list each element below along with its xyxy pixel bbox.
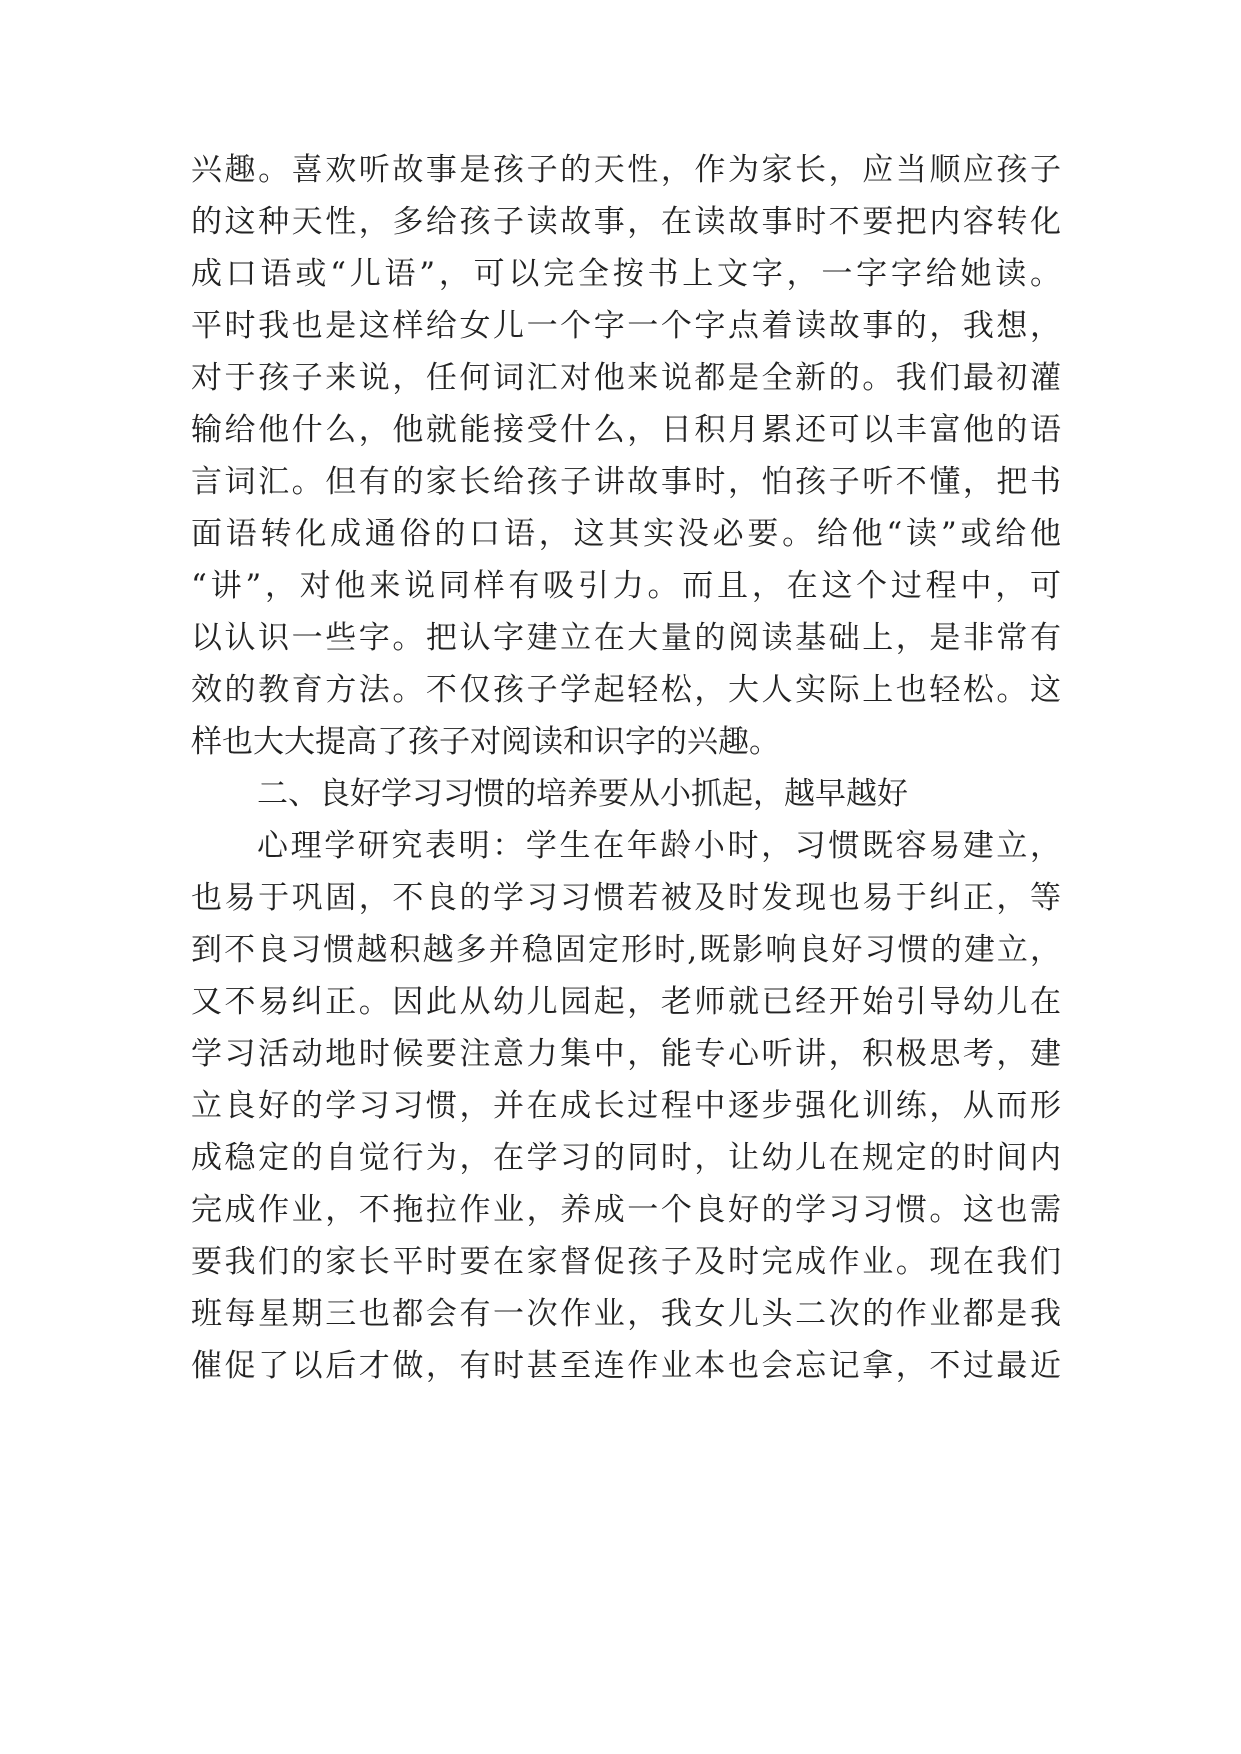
text-line: 班每星期三也都会有一次作业，我女儿头二次的作业都是我 [191,1296,1061,1332]
text-line: 成稳定的自觉行为，在学习的同时，让幼儿在规定的时间内 [191,1140,1061,1176]
text-line: 催促了以后才做，有时甚至连作业本也会忘记拿，不过最近 [191,1348,1061,1384]
text-line: 对于孩子来说，任何词汇对他来说都是全新的。我们最初灌 [191,360,1061,396]
text-line: “讲”，对他来说同样有吸引力。而且，在这个过程中，可 [191,568,1061,604]
text-line: 兴趣。喜欢听故事是孩子的天性，作为家长，应当顺应孩子 [191,152,1061,188]
paragraph-first-line: 心理学研究表明：学生在年龄小时，习惯既容易建立， [257,828,1061,864]
text-line: 平时我也是这样给女儿一个字一个字点着读故事的，我想， [191,308,1061,344]
text-line: 言词汇。但有的家长给孩子讲故事时，怕孩子听不懂，把书 [191,464,1061,500]
text-line: 成口语或“儿语”，可以完全按书上文字，一字字给她读。 [191,256,1061,292]
text-line: 到不良习惯越积越多并稳固定形时,既影响良好习惯的建立， [191,932,1061,968]
text-line: 完成作业，不拖拉作业，养成一个良好的学习习惯。这也需 [191,1192,1061,1228]
text-line: 也易于巩固，不良的学习习惯若被及时发现也易于纠正，等 [191,880,1061,916]
text-line: 又不易纠正。因此从幼儿园起，老师就已经开始引导幼儿在 [191,984,1061,1020]
text-line: 的这种天性，多给孩子读故事，在读故事时不要把内容转化 [191,204,1061,240]
text-line-paragraph-end: 样也大大提高了孩子对阅读和识字的兴趣。 [191,724,780,760]
text-line: 以认识一些字。把认字建立在大量的阅读基础上，是非常有 [191,620,1061,656]
section-heading: 二、良好学习习惯的培养要从小抓起，越早越好 [257,776,908,812]
text-line: 输给他什么，他就能接受什么，日积月累还可以丰富他的语 [191,412,1061,448]
text-line: 要我们的家长平时要在家督促孩子及时完成作业。现在我们 [191,1244,1061,1280]
text-line: 面语转化成通俗的口语，这其实没必要。给他“读”或给他 [191,516,1061,552]
text-line: 效的教育方法。不仅孩子学起轻松，大人实际上也轻松。这 [191,672,1061,708]
text-line: 立良好的学习习惯，并在成长过程中逐步强化训练，从而形 [191,1088,1061,1124]
text-line: 学习活动地时候要注意力集中，能专心听讲，积极思考，建 [191,1036,1061,1072]
